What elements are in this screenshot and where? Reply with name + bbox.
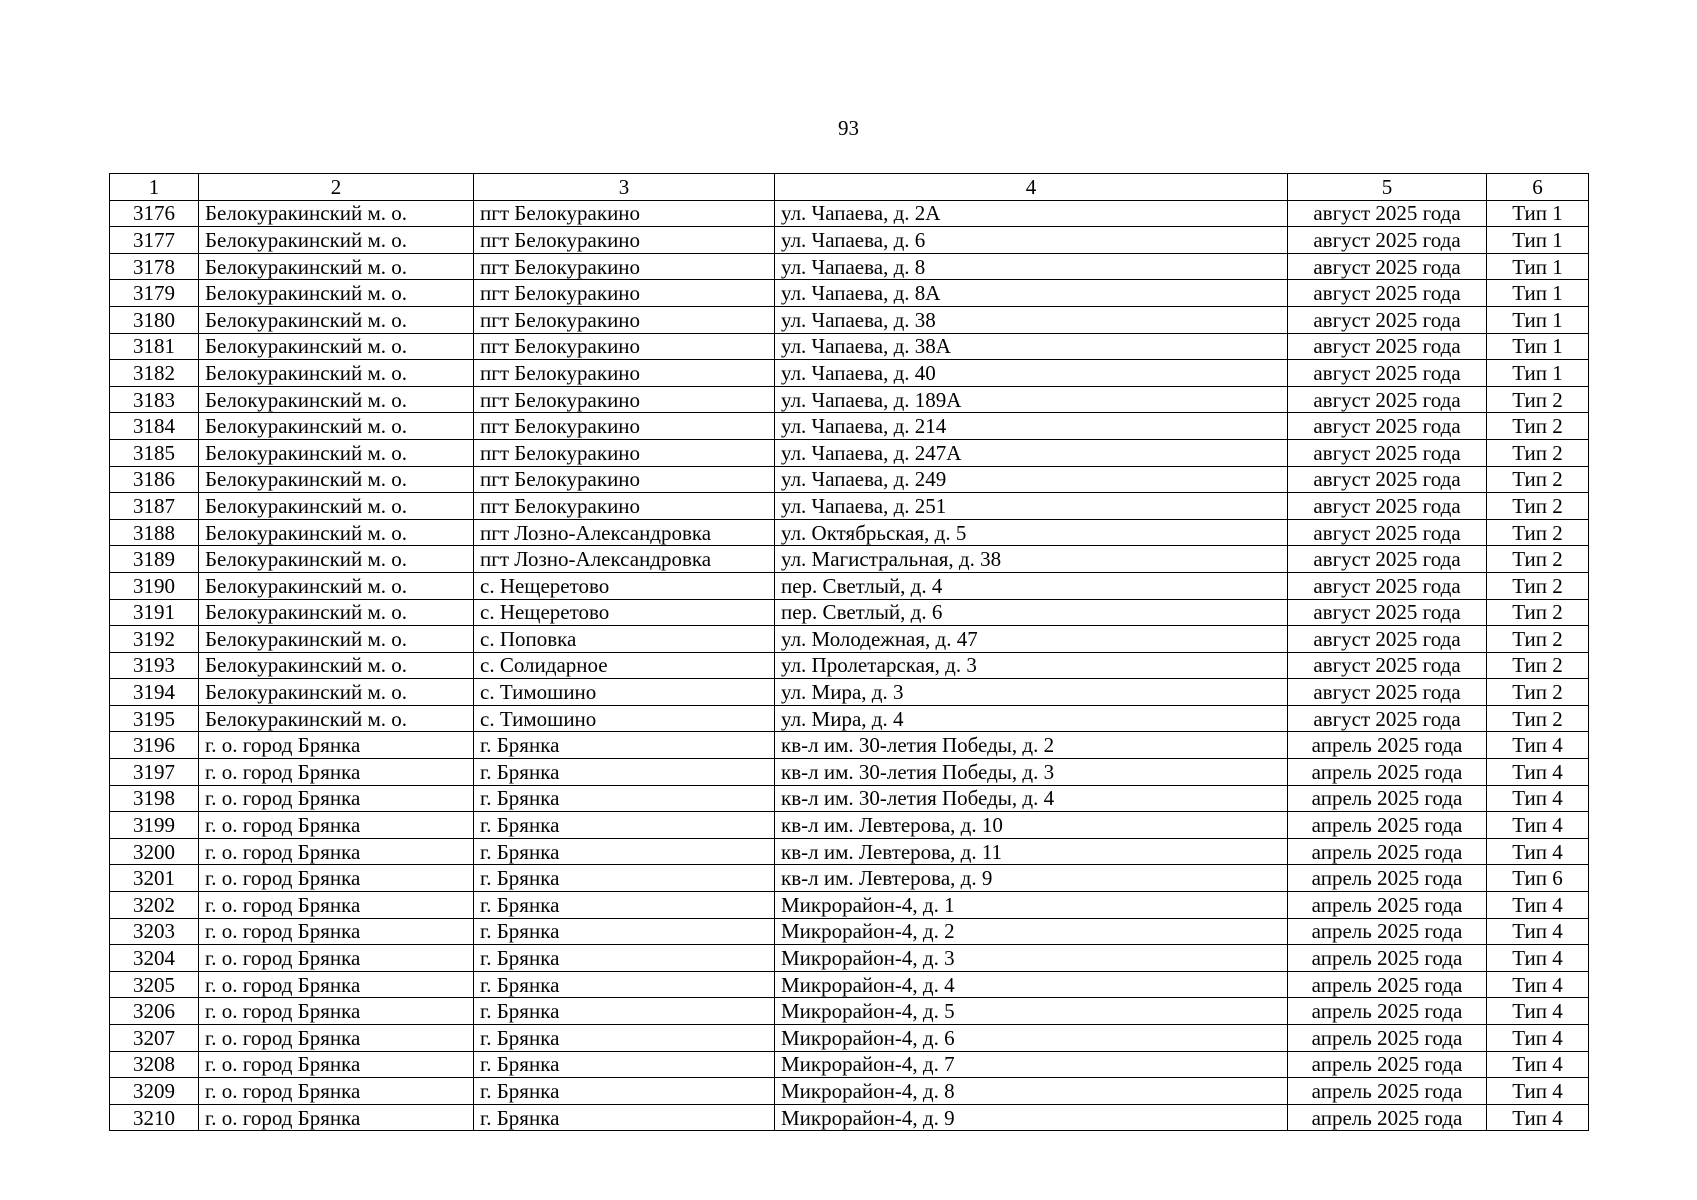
settlement-cell: с. Поповка: [474, 626, 775, 653]
date-cell: апрель 2025 года: [1288, 865, 1487, 892]
row-number-cell: 3194: [110, 679, 199, 706]
row-number-cell: 3200: [110, 838, 199, 865]
table-row: [110, 280, 1589, 307]
municipality-cell: Белокуракинский м. о.: [199, 679, 474, 706]
settlement-cell: г. Брянка: [474, 838, 775, 865]
date-cell: август 2025 года: [1288, 333, 1487, 360]
address-cell: Микрорайон-4, д. 8: [775, 1078, 1288, 1105]
date-cell: август 2025 года: [1288, 360, 1487, 387]
date-cell: апрель 2025 года: [1288, 918, 1487, 945]
date-cell: апрель 2025 года: [1288, 1078, 1487, 1105]
municipality-cell: Белокуракинский м. о.: [199, 705, 474, 732]
address-cell: ул. Чапаева, д. 8: [775, 253, 1288, 280]
address-cell: кв-л им. 30-летия Победы, д. 2: [775, 732, 1288, 759]
row-number-cell: 3179: [110, 280, 199, 307]
column-header-number: 1: [110, 174, 199, 201]
row-number-cell: 3202: [110, 892, 199, 919]
settlement-cell: пгт Белокуракино: [474, 360, 775, 387]
table-row: [110, 306, 1589, 333]
type-cell: Тип 4: [1487, 1025, 1589, 1052]
row-number-cell: 3195: [110, 705, 199, 732]
table-row: [110, 466, 1589, 493]
address-cell: кв-л им. 30-летия Победы, д. 4: [775, 785, 1288, 812]
settlement-cell: с. Тимошино: [474, 679, 775, 706]
type-cell: Тип 2: [1487, 493, 1589, 520]
address-cell: ул. Чапаева, д. 247А: [775, 439, 1288, 466]
settlement-cell: пгт Белокуракино: [474, 227, 775, 254]
table-row: [110, 838, 1589, 865]
settlement-cell: пгт Белокуракино: [474, 493, 775, 520]
type-cell: Тип 1: [1487, 253, 1589, 280]
municipality-cell: г. о. город Брянка: [199, 1025, 474, 1052]
table-row: [110, 572, 1589, 599]
municipality-cell: Белокуракинский м. о.: [199, 200, 474, 227]
table-row: [110, 998, 1589, 1025]
table-row: [110, 546, 1589, 573]
date-cell: август 2025 года: [1288, 386, 1487, 413]
date-cell: апрель 2025 года: [1288, 785, 1487, 812]
table-row: [110, 971, 1589, 998]
table-row: [110, 918, 1589, 945]
date-cell: апрель 2025 года: [1288, 971, 1487, 998]
row-number-cell: 3178: [110, 253, 199, 280]
date-cell: август 2025 года: [1288, 466, 1487, 493]
table-row: [110, 599, 1589, 626]
municipality-cell: г. о. город Брянка: [199, 1078, 474, 1105]
municipality-cell: Белокуракинский м. о.: [199, 280, 474, 307]
page-number: 93: [838, 116, 859, 140]
municipality-cell: Белокуракинский м. о.: [199, 546, 474, 573]
municipality-cell: Белокуракинский м. о.: [199, 519, 474, 546]
row-number-cell: 3209: [110, 1078, 199, 1105]
type-cell: Тип 1: [1487, 360, 1589, 387]
date-cell: август 2025 года: [1288, 626, 1487, 653]
date-cell: август 2025 года: [1288, 306, 1487, 333]
settlement-cell: г. Брянка: [474, 1104, 775, 1131]
date-cell: август 2025 года: [1288, 679, 1487, 706]
type-cell: Тип 4: [1487, 812, 1589, 839]
table-row: [110, 945, 1589, 972]
type-cell: Тип 4: [1487, 892, 1589, 919]
address-cell: пер. Светлый, д. 6: [775, 599, 1288, 626]
date-cell: август 2025 года: [1288, 439, 1487, 466]
type-cell: Тип 2: [1487, 439, 1589, 466]
table-row: [110, 1051, 1589, 1078]
settlement-cell: пгт Лозно-Александровка: [474, 519, 775, 546]
type-cell: Тип 2: [1487, 466, 1589, 493]
settlement-cell: пгт Белокуракино: [474, 200, 775, 227]
table-row: [110, 812, 1589, 839]
type-cell: Тип 4: [1487, 838, 1589, 865]
table-row: [110, 732, 1589, 759]
table-row: [110, 652, 1589, 679]
column-header-type: 6: [1487, 174, 1589, 201]
table-row: [110, 493, 1589, 520]
date-cell: август 2025 года: [1288, 253, 1487, 280]
address-cell: ул. Чапаева, д. 214: [775, 413, 1288, 440]
row-number-cell: 3206: [110, 998, 199, 1025]
address-cell: Микрорайон-4, д. 7: [775, 1051, 1288, 1078]
row-number-cell: 3204: [110, 945, 199, 972]
column-header-municipality: 2: [199, 174, 474, 201]
column-header-address: 4: [775, 174, 1288, 201]
type-cell: Тип 1: [1487, 333, 1589, 360]
table-row: [110, 413, 1589, 440]
type-cell: Тип 2: [1487, 413, 1589, 440]
address-cell: Микрорайон-4, д. 3: [775, 945, 1288, 972]
column-header-settlement: 3: [474, 174, 775, 201]
municipality-cell: г. о. город Брянка: [199, 971, 474, 998]
type-cell: Тип 4: [1487, 785, 1589, 812]
address-cell: ул. Магистральная, д. 38: [775, 546, 1288, 573]
municipality-cell: Белокуракинский м. о.: [199, 439, 474, 466]
settlement-cell: г. Брянка: [474, 918, 775, 945]
address-cell: ул. Чапаева, д. 38А: [775, 333, 1288, 360]
date-cell: апрель 2025 года: [1288, 892, 1487, 919]
address-cell: ул. Чапаева, д. 249: [775, 466, 1288, 493]
table-row: [110, 1025, 1589, 1052]
municipality-cell: Белокуракинский м. о.: [199, 652, 474, 679]
row-number-cell: 3184: [110, 413, 199, 440]
type-cell: Тип 2: [1487, 386, 1589, 413]
type-cell: Тип 2: [1487, 519, 1589, 546]
municipality-cell: г. о. город Брянка: [199, 1051, 474, 1078]
address-cell: ул. Пролетарская, д. 3: [775, 652, 1288, 679]
row-number-cell: 3191: [110, 599, 199, 626]
settlement-cell: г. Брянка: [474, 785, 775, 812]
date-cell: апрель 2025 года: [1288, 1025, 1487, 1052]
type-cell: Тип 4: [1487, 918, 1589, 945]
address-cell: кв-л им. Левтерова, д. 9: [775, 865, 1288, 892]
column-header-date: 5: [1288, 174, 1487, 201]
table-row: [110, 759, 1589, 786]
settlement-cell: пгт Белокуракино: [474, 466, 775, 493]
address-cell: ул. Чапаева, д. 189А: [775, 386, 1288, 413]
municipality-cell: г. о. город Брянка: [199, 918, 474, 945]
municipality-cell: Белокуракинский м. о.: [199, 599, 474, 626]
row-number-cell: 3205: [110, 971, 199, 998]
date-cell: август 2025 года: [1288, 599, 1487, 626]
settlement-cell: г. Брянка: [474, 1051, 775, 1078]
type-cell: Тип 2: [1487, 652, 1589, 679]
municipality-cell: Белокуракинский м. о.: [199, 386, 474, 413]
table-row: [110, 386, 1589, 413]
row-number-cell: 3193: [110, 652, 199, 679]
type-cell: Тип 1: [1487, 227, 1589, 254]
row-number-cell: 3189: [110, 546, 199, 573]
settlement-cell: с. Солидарное: [474, 652, 775, 679]
settlement-cell: пгт Белокуракино: [474, 333, 775, 360]
row-number-cell: 3185: [110, 439, 199, 466]
housing-register-table: [109, 173, 1589, 1131]
municipality-cell: Белокуракинский м. о.: [199, 253, 474, 280]
address-cell: Микрорайон-4, д. 1: [775, 892, 1288, 919]
settlement-cell: с. Тимошино: [474, 705, 775, 732]
settlement-cell: г. Брянка: [474, 1078, 775, 1105]
table-header-row: [110, 174, 1589, 201]
settlement-cell: г. Брянка: [474, 971, 775, 998]
date-cell: апрель 2025 года: [1288, 998, 1487, 1025]
date-cell: август 2025 года: [1288, 280, 1487, 307]
address-cell: ул. Чапаева, д. 38: [775, 306, 1288, 333]
municipality-cell: г. о. город Брянка: [199, 892, 474, 919]
table-row: [110, 360, 1589, 387]
type-cell: Тип 1: [1487, 306, 1589, 333]
settlement-cell: пгт Белокуракино: [474, 386, 775, 413]
date-cell: август 2025 года: [1288, 519, 1487, 546]
row-number-cell: 3183: [110, 386, 199, 413]
address-cell: ул. Чапаева, д. 40: [775, 360, 1288, 387]
row-number-cell: 3210: [110, 1104, 199, 1131]
municipality-cell: Белокуракинский м. о.: [199, 227, 474, 254]
row-number-cell: 3197: [110, 759, 199, 786]
address-cell: ул. Чапаева, д. 2А: [775, 200, 1288, 227]
date-cell: апрель 2025 года: [1288, 732, 1487, 759]
type-cell: Тип 4: [1487, 1078, 1589, 1105]
municipality-cell: г. о. город Брянка: [199, 1104, 474, 1131]
settlement-cell: г. Брянка: [474, 759, 775, 786]
type-cell: Тип 1: [1487, 280, 1589, 307]
settlement-cell: пгт Лозно-Александровка: [474, 546, 775, 573]
date-cell: апрель 2025 года: [1288, 759, 1487, 786]
type-cell: Тип 2: [1487, 705, 1589, 732]
table-row: [110, 333, 1589, 360]
settlement-cell: г. Брянка: [474, 1025, 775, 1052]
type-cell: Тип 4: [1487, 759, 1589, 786]
table-row: [110, 892, 1589, 919]
settlement-cell: г. Брянка: [474, 998, 775, 1025]
municipality-cell: Белокуракинский м. о.: [199, 413, 474, 440]
type-cell: Тип 6: [1487, 865, 1589, 892]
type-cell: Тип 2: [1487, 626, 1589, 653]
table-row: [110, 679, 1589, 706]
row-number-cell: 3190: [110, 572, 199, 599]
type-cell: Тип 4: [1487, 945, 1589, 972]
municipality-cell: г. о. город Брянка: [199, 732, 474, 759]
type-cell: Тип 4: [1487, 1104, 1589, 1131]
settlement-cell: пгт Белокуракино: [474, 280, 775, 307]
address-cell: Микрорайон-4, д. 9: [775, 1104, 1288, 1131]
municipality-cell: Белокуракинский м. о.: [199, 360, 474, 387]
row-number-cell: 3177: [110, 227, 199, 254]
municipality-cell: г. о. город Брянка: [199, 998, 474, 1025]
address-cell: ул. Молодежная, д. 47: [775, 626, 1288, 653]
type-cell: Тип 1: [1487, 200, 1589, 227]
date-cell: апрель 2025 года: [1288, 1051, 1487, 1078]
table-row: [110, 785, 1589, 812]
municipality-cell: Белокуракинский м. о.: [199, 306, 474, 333]
address-cell: ул. Чапаева, д. 6: [775, 227, 1288, 254]
date-cell: август 2025 года: [1288, 200, 1487, 227]
settlement-cell: г. Брянка: [474, 812, 775, 839]
address-cell: ул. Чапаева, д. 251: [775, 493, 1288, 520]
table-row: [110, 1104, 1589, 1131]
date-cell: апрель 2025 года: [1288, 945, 1487, 972]
table-row: [110, 865, 1589, 892]
address-cell: Микрорайон-4, д. 2: [775, 918, 1288, 945]
address-cell: ул. Чапаева, д. 8А: [775, 280, 1288, 307]
address-cell: ул. Мира, д. 4: [775, 705, 1288, 732]
row-number-cell: 3181: [110, 333, 199, 360]
date-cell: август 2025 года: [1288, 493, 1487, 520]
settlement-cell: г. Брянка: [474, 732, 775, 759]
municipality-cell: Белокуракинский м. о.: [199, 626, 474, 653]
settlement-cell: пгт Белокуракино: [474, 306, 775, 333]
type-cell: Тип 2: [1487, 572, 1589, 599]
type-cell: Тип 4: [1487, 971, 1589, 998]
row-number-cell: 3187: [110, 493, 199, 520]
row-number-cell: 3192: [110, 626, 199, 653]
row-number-cell: 3199: [110, 812, 199, 839]
table-row: [110, 253, 1589, 280]
date-cell: август 2025 года: [1288, 652, 1487, 679]
row-number-cell: 3188: [110, 519, 199, 546]
settlement-cell: г. Брянка: [474, 945, 775, 972]
row-number-cell: 3203: [110, 918, 199, 945]
type-cell: Тип 2: [1487, 599, 1589, 626]
address-cell: кв-л им. Левтерова, д. 11: [775, 838, 1288, 865]
settlement-cell: пгт Белокуракино: [474, 439, 775, 466]
settlement-cell: пгт Белокуракино: [474, 253, 775, 280]
date-cell: август 2025 года: [1288, 572, 1487, 599]
date-cell: август 2025 года: [1288, 705, 1487, 732]
address-cell: кв-л им. 30-летия Победы, д. 3: [775, 759, 1288, 786]
row-number-cell: 3186: [110, 466, 199, 493]
municipality-cell: г. о. город Брянка: [199, 785, 474, 812]
municipality-cell: г. о. город Брянка: [199, 865, 474, 892]
row-number-cell: 3180: [110, 306, 199, 333]
municipality-cell: Белокуракинский м. о.: [199, 493, 474, 520]
settlement-cell: г. Брянка: [474, 892, 775, 919]
municipality-cell: Белокуракинский м. о.: [199, 572, 474, 599]
table-row: [110, 439, 1589, 466]
date-cell: август 2025 года: [1288, 413, 1487, 440]
type-cell: Тип 4: [1487, 732, 1589, 759]
settlement-cell: г. Брянка: [474, 865, 775, 892]
municipality-cell: Белокуракинский м. о.: [199, 333, 474, 360]
type-cell: Тип 2: [1487, 679, 1589, 706]
table-row: [110, 1078, 1589, 1105]
date-cell: апрель 2025 года: [1288, 812, 1487, 839]
date-cell: апрель 2025 года: [1288, 1104, 1487, 1131]
address-cell: Микрорайон-4, д. 4: [775, 971, 1288, 998]
municipality-cell: г. о. город Брянка: [199, 759, 474, 786]
type-cell: Тип 4: [1487, 1051, 1589, 1078]
table-body: [110, 200, 1589, 1131]
address-cell: Микрорайон-4, д. 5: [775, 998, 1288, 1025]
row-number-cell: 3182: [110, 360, 199, 387]
settlement-cell: пгт Белокуракино: [474, 413, 775, 440]
table-row: [110, 519, 1589, 546]
settlement-cell: с. Нещеретово: [474, 599, 775, 626]
type-cell: Тип 4: [1487, 998, 1589, 1025]
table-row: [110, 705, 1589, 732]
type-cell: Тип 2: [1487, 546, 1589, 573]
municipality-cell: г. о. город Брянка: [199, 838, 474, 865]
date-cell: август 2025 года: [1288, 546, 1487, 573]
date-cell: апрель 2025 года: [1288, 838, 1487, 865]
address-cell: пер. Светлый, д. 4: [775, 572, 1288, 599]
municipality-cell: г. о. город Брянка: [199, 812, 474, 839]
municipality-cell: Белокуракинский м. о.: [199, 466, 474, 493]
table-row: [110, 227, 1589, 254]
date-cell: август 2025 года: [1288, 227, 1487, 254]
municipality-cell: г. о. город Брянка: [199, 945, 474, 972]
address-cell: Микрорайон-4, д. 6: [775, 1025, 1288, 1052]
address-cell: кв-л им. Левтерова, д. 10: [775, 812, 1288, 839]
settlement-cell: с. Нещеретово: [474, 572, 775, 599]
row-number-cell: 3198: [110, 785, 199, 812]
row-number-cell: 3201: [110, 865, 199, 892]
row-number-cell: 3196: [110, 732, 199, 759]
row-number-cell: 3207: [110, 1025, 199, 1052]
table-row: [110, 626, 1589, 653]
row-number-cell: 3208: [110, 1051, 199, 1078]
table-row: [110, 200, 1589, 227]
row-number-cell: 3176: [110, 200, 199, 227]
address-cell: ул. Октябрьская, д. 5: [775, 519, 1288, 546]
address-cell: ул. Мира, д. 3: [775, 679, 1288, 706]
